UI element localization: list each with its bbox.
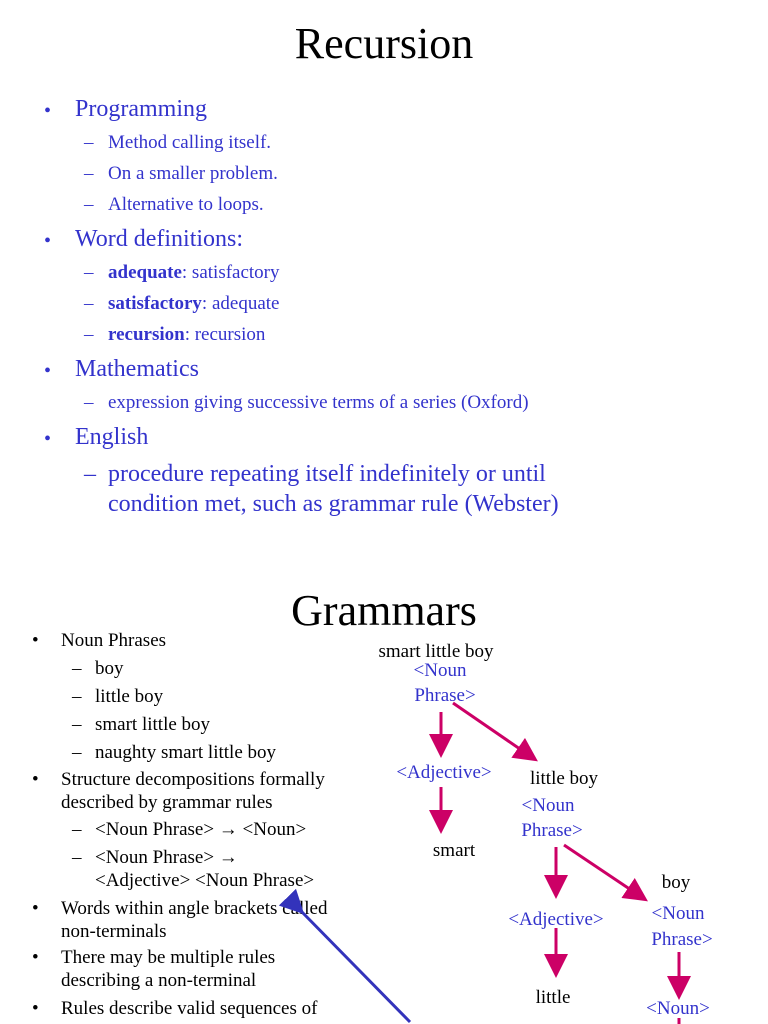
- bullet-angle-brackets-line1: Words within angle brackets called: [61, 898, 328, 919]
- slide1-title: Recursion: [294, 19, 474, 68]
- tree-np2-line2: Phrase>: [521, 820, 583, 841]
- sub-dash: –: [84, 293, 94, 314]
- sub-method-calling: Method calling itself.: [108, 132, 272, 153]
- bullet-dot: •: [44, 428, 52, 450]
- def-body: : adequate: [201, 293, 280, 314]
- bullet-dot: •: [32, 998, 39, 1019]
- def-term: recursion: [108, 324, 185, 345]
- bullet-dot: •: [44, 100, 52, 122]
- bullet-dot: •: [44, 360, 52, 382]
- bullet-dot: •: [32, 898, 39, 919]
- bullet-english: English: [75, 424, 149, 450]
- sub-dash: –: [84, 194, 94, 215]
- sub-dash: –: [72, 714, 82, 735]
- sub-dash: –: [84, 132, 94, 153]
- bullet-angle-brackets-line2: non-terminals: [61, 921, 167, 942]
- sub-boy: boy: [95, 658, 124, 679]
- sub-dash: –: [72, 847, 82, 868]
- sub-dash: –: [84, 163, 94, 184]
- bullet-structure-line2: described by grammar rules: [61, 792, 273, 813]
- tree-word-smart: smart: [432, 840, 476, 861]
- sub-smaller-problem: On a smaller problem.: [108, 163, 278, 184]
- sub-dash: –: [84, 461, 96, 487]
- sub-dash: –: [84, 324, 94, 345]
- tree-word-little: little: [535, 987, 571, 1008]
- sub-dash: –: [72, 819, 82, 840]
- sub-little-boy: little boy: [95, 686, 164, 707]
- bullet-programming: Programming: [75, 96, 207, 122]
- rule-noun-phrase-to-noun: <Noun Phrase> → <Noun>: [95, 819, 307, 840]
- bullet-rules-describe-line1: Rules describe valid sequences of: [61, 998, 318, 1019]
- tree-phrase-little-boy: little boy: [529, 768, 599, 789]
- bullet-dot: •: [44, 230, 52, 252]
- tree-noun: <Noun>: [646, 998, 710, 1019]
- bullet-dot: •: [32, 769, 39, 790]
- sub-smart-little-boy: smart little boy: [95, 714, 211, 735]
- tree-adjective2: <Adjective>: [508, 909, 604, 930]
- sub-naughty-smart-little-boy: naughty smart little boy: [95, 742, 277, 763]
- rule2-line1: <Noun Phrase> →: [95, 847, 238, 868]
- bullet-mathematics: Mathematics: [75, 356, 199, 382]
- bullet-dot: •: [32, 630, 39, 651]
- bullet-multiple-rules-line2: describing a non-terminal: [61, 970, 257, 991]
- arrow-np1-to-np2: [453, 703, 533, 758]
- sub-dash: –: [84, 262, 94, 283]
- tree-np1-line2: Phrase>: [414, 685, 476, 706]
- bullet-structure-line1: Structure decompositions formally: [61, 769, 325, 790]
- tree-phrase-smart-little-boy: smart little boy: [378, 641, 494, 662]
- sub-dash: –: [84, 392, 94, 413]
- arrow-blue-pointer: [300, 910, 410, 1022]
- def-term: satisfactory: [108, 293, 202, 314]
- def-body: : satisfactory: [181, 262, 280, 283]
- bullet-dot: •: [32, 947, 39, 968]
- sub-english-line1: procedure repeating itself indefinitely or until: [108, 461, 546, 487]
- bullet-multiple-rules-line1: There may be multiple rules: [61, 947, 276, 968]
- bullet-noun-phrases: Noun Phrases: [61, 630, 167, 651]
- def-term: adequate: [108, 262, 182, 283]
- tree-np2-line1: <Noun: [521, 795, 575, 816]
- tree-phrase-boy: boy: [661, 872, 691, 893]
- sub-dash: –: [72, 658, 82, 679]
- tree-np3-line2: Phrase>: [651, 929, 713, 950]
- sub-dash: –: [72, 742, 82, 763]
- sub-math-expression: expression giving successive terms of a series (Oxford): [108, 392, 529, 413]
- sub-english-line2: condition met, such as grammar rule (Webster): [108, 491, 559, 517]
- tree-np1-line1: <Noun: [413, 660, 467, 681]
- bullet-word-definitions: Word definitions:: [75, 226, 244, 252]
- def-body: : recursion: [184, 324, 266, 345]
- tree-np3-line1: <Noun: [651, 903, 705, 924]
- slide2-title: Grammars: [291, 586, 477, 635]
- sub-alternative-loops: Alternative to loops.: [108, 194, 264, 215]
- arrow-np2-to-np3: [564, 845, 643, 898]
- tree-adjective1: <Adjective>: [396, 762, 492, 783]
- rule2-line2: <Adjective> <Noun Phrase>: [95, 870, 315, 891]
- sub-dash: –: [72, 686, 82, 707]
